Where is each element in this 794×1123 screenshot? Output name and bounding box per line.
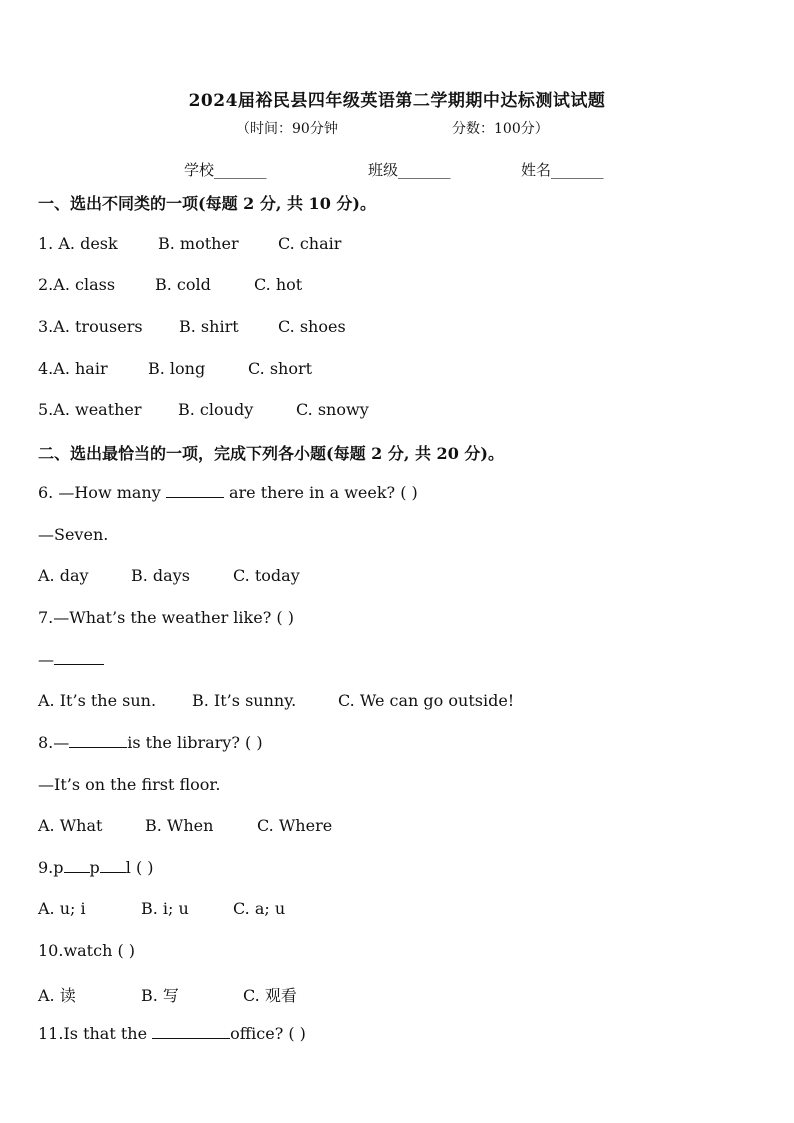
q6-stem bbox=[38, 483, 418, 502]
q8-option-b: B. When bbox=[145, 816, 214, 835]
q7-option-c: C. We can go outside! bbox=[338, 691, 515, 710]
q6-answer: —Seven. bbox=[38, 525, 109, 544]
q3-option-c: C. shoes bbox=[278, 317, 346, 336]
q7-answer bbox=[38, 650, 104, 669]
q11-blank bbox=[152, 1024, 230, 1039]
q9-blank-2 bbox=[100, 858, 126, 873]
q9-blank-1 bbox=[64, 858, 90, 873]
q5-option-b: B. cloudy bbox=[178, 400, 254, 419]
q3-option-b: B. shirt bbox=[179, 317, 239, 336]
q1-option-b: B. mother bbox=[158, 234, 239, 253]
q2-option-c: C. hot bbox=[254, 275, 303, 294]
q8-stem-start: 8.— bbox=[38, 733, 70, 752]
q5-option-c: C. snowy bbox=[296, 400, 369, 419]
q8-stem bbox=[38, 733, 263, 752]
q7-option-b: B. It’s sunny. bbox=[192, 691, 297, 710]
q7-stem: 7.—What’s the weather like? ( ) bbox=[38, 608, 294, 627]
q8-stem-end: is the library? ( ) bbox=[127, 733, 263, 752]
q9-stem bbox=[38, 858, 154, 877]
q9-stem-start: 9.p bbox=[38, 858, 64, 877]
q8-blank bbox=[69, 733, 127, 748]
q9-stem-mid: p bbox=[89, 858, 100, 877]
q11-stem-start: 11.Is that the bbox=[38, 1024, 153, 1043]
q10-option-a: A. 读 bbox=[38, 986, 76, 1005]
class-field: 班级_______ bbox=[368, 161, 451, 179]
q1-option-a: 1. A. desk bbox=[38, 234, 118, 253]
q9-option-c: C. a; u bbox=[233, 899, 286, 918]
q4-option-b: B. long bbox=[148, 359, 206, 378]
q10-option-b: B. 写 bbox=[141, 986, 179, 1005]
q4-option-c: C. short bbox=[248, 359, 313, 378]
q8-answer: —It’s on the first floor. bbox=[38, 775, 221, 794]
q10-option-c: C. 观看 bbox=[243, 986, 297, 1005]
q11-stem-end: office? ( ) bbox=[230, 1024, 306, 1043]
q7-option-a: A. It’s the sun. bbox=[38, 691, 157, 710]
school-field: 学校_______ bbox=[184, 161, 267, 179]
q7-answer-dash: — bbox=[38, 650, 54, 669]
q7-blank bbox=[54, 650, 104, 665]
q8-option-a: A. What bbox=[38, 816, 103, 835]
q6-stem-end: are there in a week? ( ) bbox=[223, 483, 418, 502]
q1-option-c: C. chair bbox=[278, 234, 342, 253]
q4-option-a: 4.A. hair bbox=[38, 359, 108, 378]
exam-score: 分数：100分） bbox=[452, 121, 549, 137]
q9-stem-end: l ( ) bbox=[125, 858, 154, 877]
section-2-heading: 二、选出最恰当的一项，完成下列各小题(每题 2 分, 共 20 分)。 bbox=[38, 444, 504, 463]
q9-option-a: A. u; i bbox=[38, 899, 86, 918]
q2-option-b: B. cold bbox=[155, 275, 211, 294]
q6-blank bbox=[166, 483, 224, 498]
q6-option-a: A. day bbox=[38, 566, 89, 585]
q6-option-b: B. days bbox=[131, 566, 190, 585]
q9-option-b: B. i; u bbox=[141, 899, 189, 918]
q10-stem: 10.watch ( ) bbox=[38, 941, 136, 960]
q3-option-a: 3.A. trousers bbox=[38, 317, 143, 336]
q6-stem-start: 6. —How many bbox=[38, 483, 166, 502]
q2-option-a: 2.A. class bbox=[38, 275, 116, 294]
q8-option-c: C. Where bbox=[257, 816, 333, 835]
name-field: 姓名_______ bbox=[521, 161, 604, 179]
exam-time: （时间：90分钟 bbox=[236, 121, 338, 137]
q6-option-c: C. today bbox=[233, 566, 300, 585]
q11-stem bbox=[38, 1024, 306, 1043]
q5-option-a: 5.A. weather bbox=[38, 400, 142, 419]
page-title: 2024届裕民县四年级英语第二学期期中达标测试试题 bbox=[188, 91, 606, 111]
section-1-heading: 一、选出不同类的一项(每题 2 分, 共 10 分)。 bbox=[38, 194, 376, 213]
